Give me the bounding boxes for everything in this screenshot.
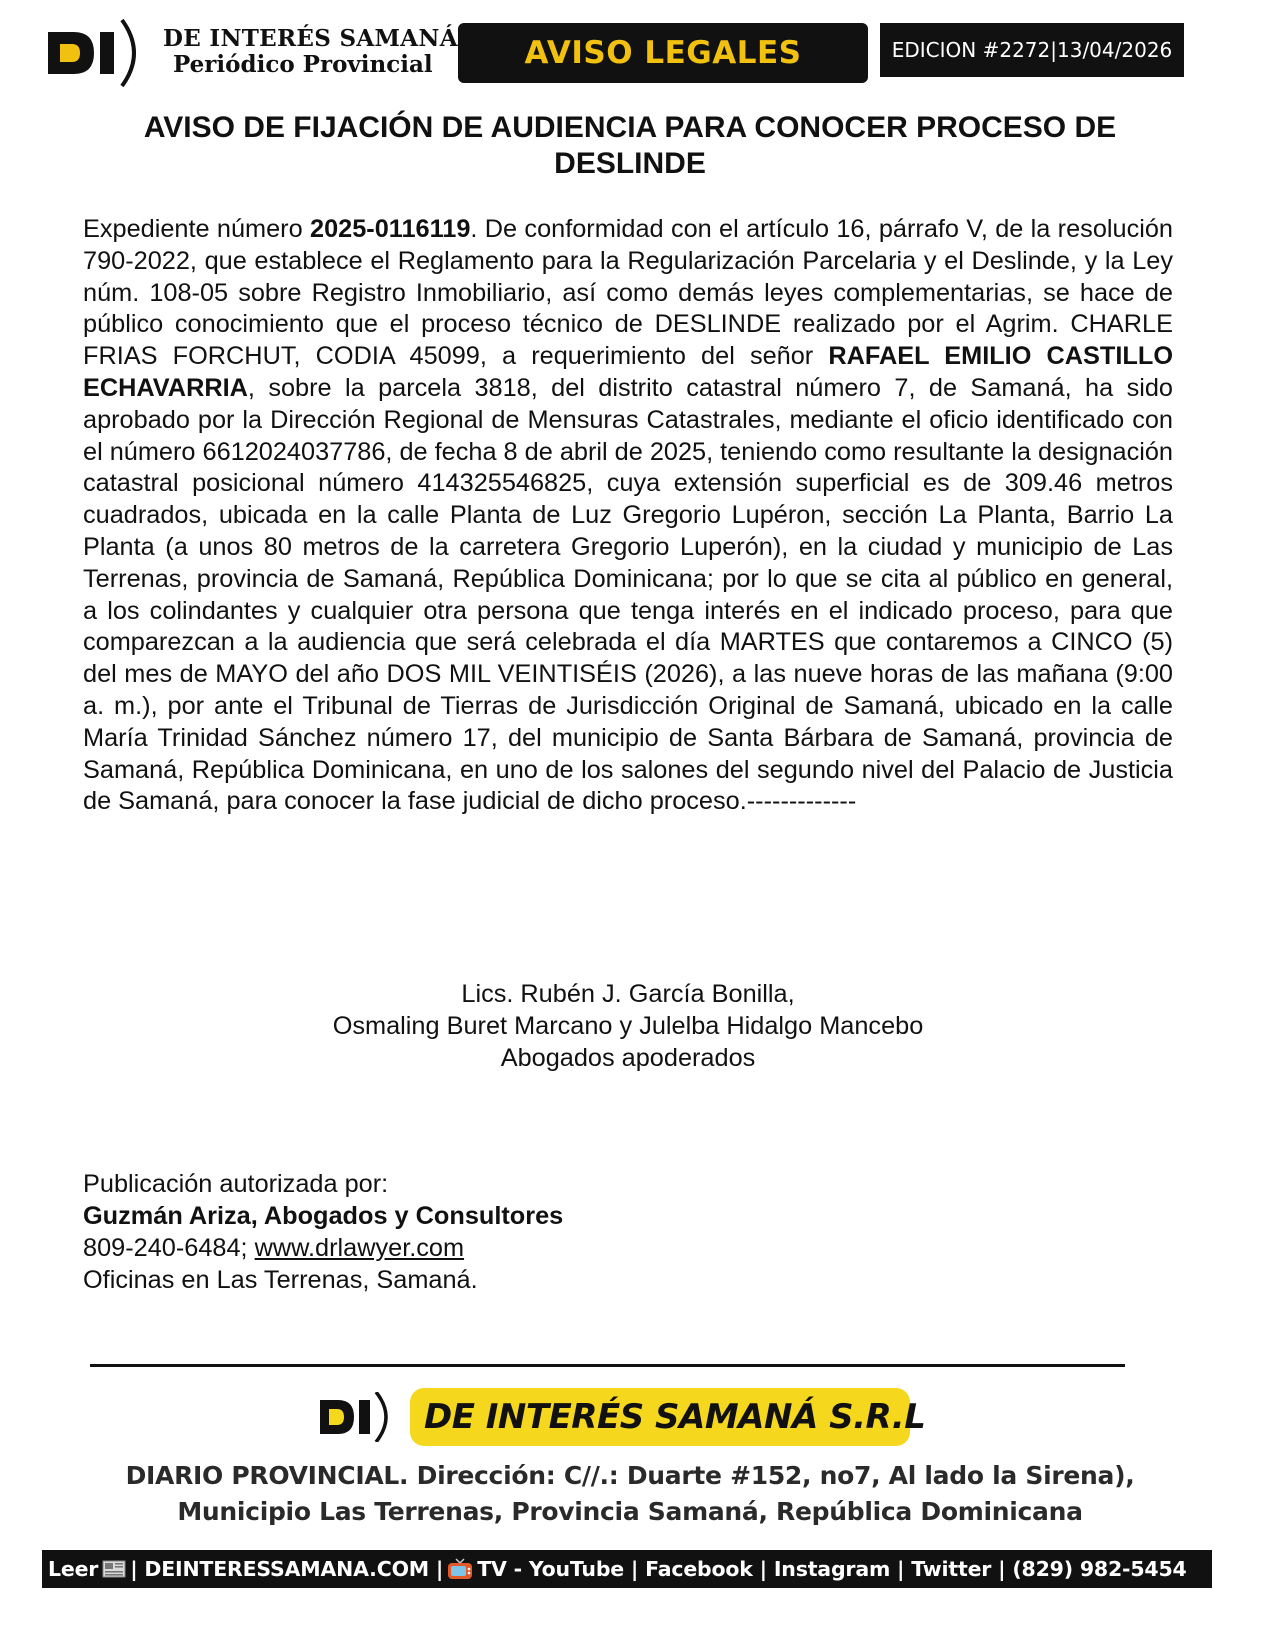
expediente-number: 2025-0116119 [310, 215, 471, 243]
footer-brand [318, 1386, 926, 1448]
body-part-1: Expediente número [83, 215, 311, 243]
brand-line-1: DE INTERÉS SAMANÁ [163, 25, 458, 52]
header [46, 18, 1186, 88]
footer-address-line-2: Municipio Las Terrenas, Provincia Samaná, República Dominicana [177, 1497, 1083, 1526]
body-part-2: . De conformidad con el artículo 16, párrafo V, de la resolución 790-2022, que establece el Reglamento para la Regularización Parcelaria y el Deslinde, y la Ley núm. 108-05 sobre Registro Inmobiliario, así como demás leyes complementarias, se hace de público conocimiento que el proceso técnico de DESLINDE realizado por el Agrim. CHARLE FRIAS FORCHUT, CODIA 45099, a requerimiento del señor [83, 215, 1173, 371]
footer-divider [90, 1364, 1125, 1367]
edition-label: EDICION #2272|13/04/2026 [880, 23, 1184, 77]
owner-name: RAFAEL EMILIO CASTILLO ECHAVARRIA [83, 342, 1173, 402]
notice-body [83, 214, 1173, 818]
tv-icon [447, 1558, 473, 1580]
footer-di-logo [318, 1392, 398, 1442]
signature-line-3: Abogados apoderados [500, 1044, 756, 1072]
body-part-3: , sobre la parcela 3818, del distrito catastral número 7, de Samaná, ha sido aprobado por la Dirección Regional de Mensuras Catastrales, mediante el oficio identificado con el número 6612024037786, de fecha 8 de abril de 2025, teniendo como resultante la designación catastral posicional número 414325546825, cuya extensión superficial es de 309.46 metros cuadrados, ubicada en la calle Planta de Luz Gregorio Lupéron, sección La Planta, Barrio La Planta (a unos 80 metros de la carretera Gregorio Luperón), en la ciudad y municipio de Las Terrenas, provincia de Samaná, República Dominicana; por lo que se cita al público en general, a los colindantes y cualquier otra persona que tenga interés en el indicado proceso, para que comparezcan a la audiencia que será celebrada el día MARTES que contaremos a CINCO (5) del mes de MAYO del año DOS MIL VEINTISÉIS (2026), a las nueve horas de las mañana (9:00 a. m.), por ante el Tribunal de Tierras de Jurisdicción Original de Samaná, ubicado en la calle María Trinidad Sánchez número 17, del municipio de Santa Bárbara de Samaná, provincia de Samaná, República Dominicana, en uno de los salones del segundo nivel del Palacio de Justicia de Samaná, para conocer la fase judicial de dicho proceso.------------- [83, 373, 1173, 816]
section-label: AVISO LEGALES [458, 23, 868, 83]
publication-contact [83, 1232, 883, 1264]
newspaper-icon [102, 1559, 126, 1579]
website-link[interactable]: www.drlawyer.com [254, 1234, 465, 1262]
footer-leer: Leer [48, 1557, 99, 1581]
publication-block [83, 1168, 883, 1296]
signature-line-1: Lics. Rubén J. García Bonilla, [461, 980, 795, 1008]
footer-social-links[interactable]: TV - YouTube | Facebook | Instagram | Twitter | (829) 982-5454 [477, 1557, 1187, 1581]
di-logo [46, 18, 146, 88]
footer-site[interactable]: | DEINTERESSAMANA.COM | [130, 1557, 444, 1581]
signature-line-2: Osmaling Buret Marcano y Julelba Hidalgo Mancebo [332, 1012, 924, 1040]
footer-address [60, 1458, 1200, 1530]
footer-brand-name: DE INTERÉS SAMANÁ S.R.L [410, 1388, 910, 1446]
publication-phone: 809-240-6484; [83, 1234, 255, 1262]
publication-label: Publicación autorizada por: [83, 1170, 389, 1198]
brand-name [163, 26, 458, 78]
footer-contact-bar [42, 1550, 1212, 1588]
publication-offices: Oficinas en Las Terrenas, Samaná. [83, 1266, 478, 1294]
brand-line-2: Periódico Provincial [173, 51, 433, 78]
notice-title: AVISO DE FIJACIÓN DE AUDIENCIA PARA CONOCER PROCESO DE DESLINDE [143, 111, 1117, 180]
publication-firm: Guzmán Ariza, Abogados y Consultores [83, 1202, 564, 1230]
footer-address-line-1: DIARIO PROVINCIAL. Dirección: C//.: Duarte #152, no7, Al lado la Sirena), [125, 1461, 1135, 1490]
signature-block [83, 978, 1173, 1074]
